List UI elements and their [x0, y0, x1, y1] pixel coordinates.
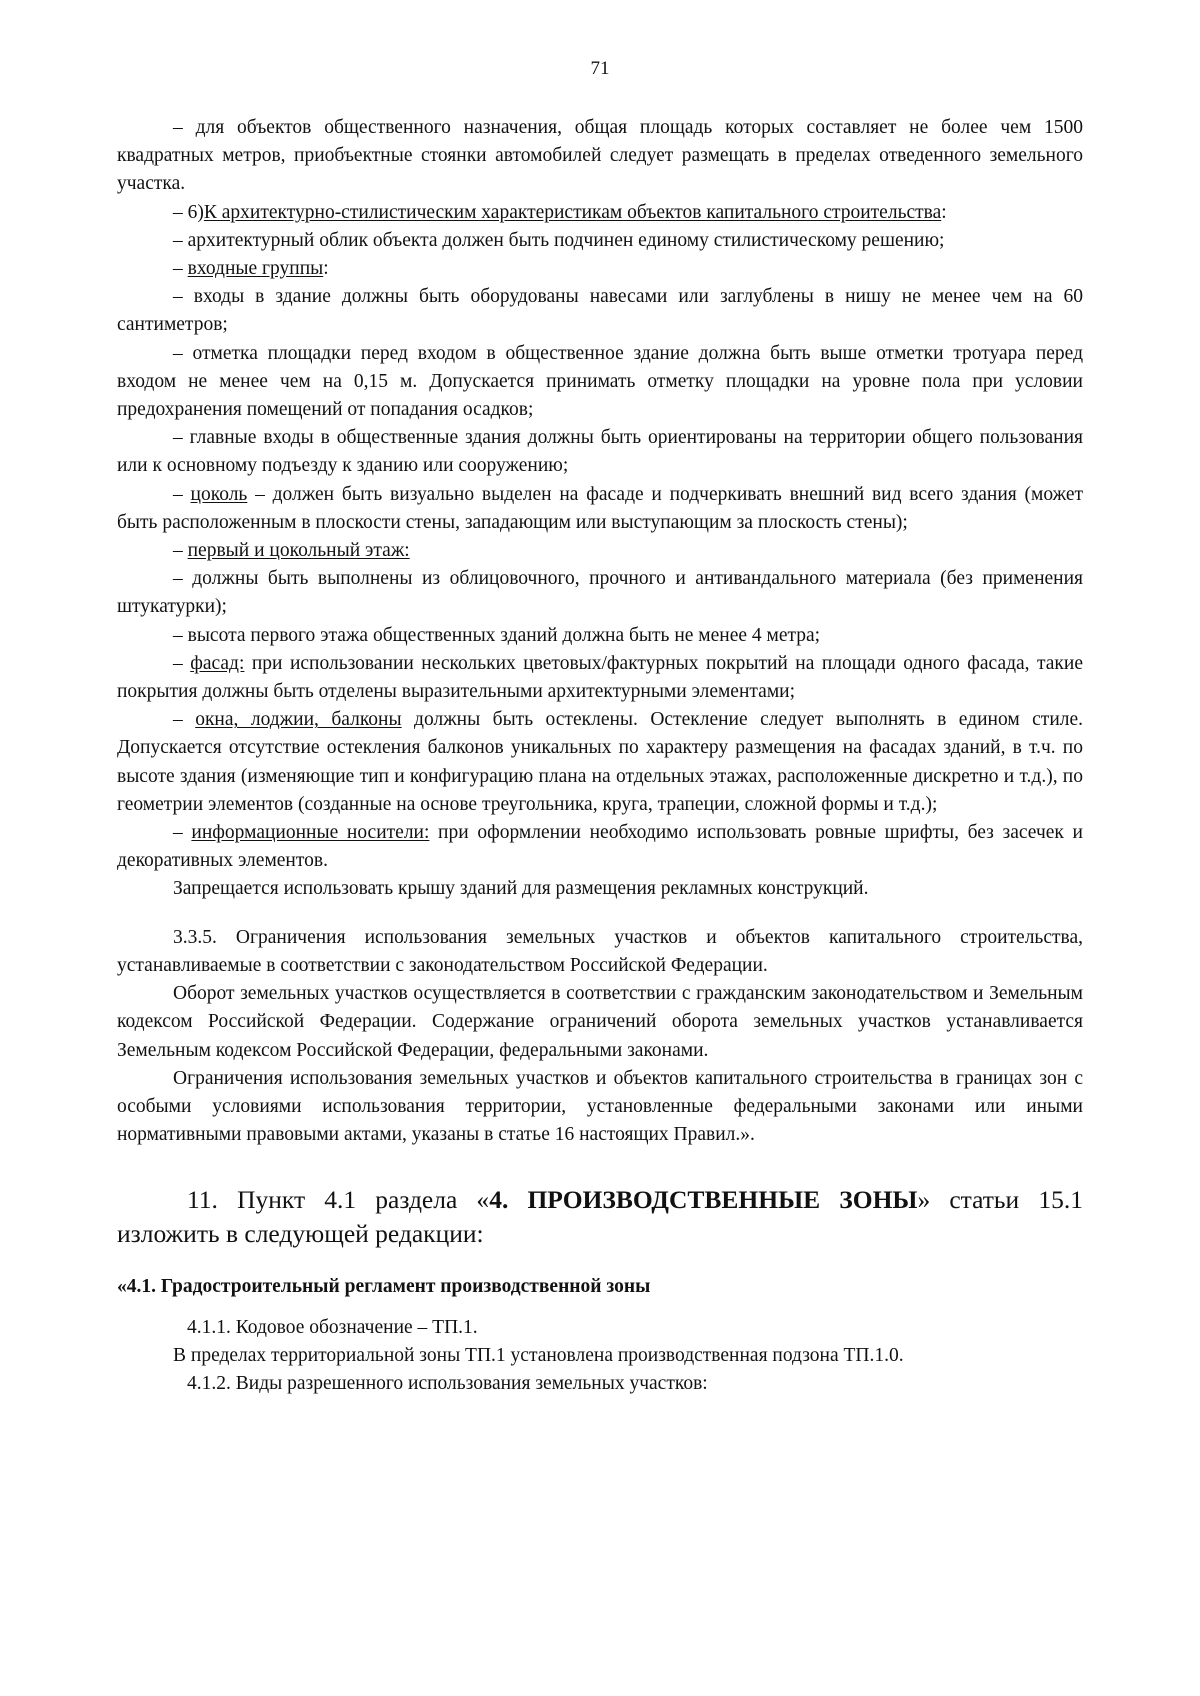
text-run: –	[173, 483, 191, 505]
text-run: –	[173, 709, 196, 731]
paragraph: 4.1.1. Кодовое обозначение – ТП.1.	[187, 1316, 478, 1338]
underlined-text: информационные носители:	[191, 822, 430, 844]
text-run: – должен быть визуально выделен на фасаде и подчеркивать внешний вид всего здания (может быть расположенным в плоскости стены, западающим или выступающим за плоскость стены);	[117, 483, 1083, 533]
paragraph: – высота первого этажа общественных зданий должна быть не менее 4 метра;	[173, 624, 821, 646]
paragraph	[117, 650, 1083, 706]
text-run: :	[941, 201, 947, 223]
paragraph	[117, 537, 1083, 565]
paragraph: – должны быть выполнены из облицовочного, прочного и антивандального материала (без применения штукатурки);	[117, 568, 1083, 618]
underlined-text: К архитектурно-стилистическим характеристикам объектов капитального строительства	[203, 201, 942, 223]
text-run: –	[173, 652, 191, 674]
paragraph	[117, 481, 1083, 537]
text-run: –	[173, 258, 188, 280]
paragraph	[117, 706, 1083, 819]
text-run: – 6)	[173, 201, 204, 223]
section-heading: «4.1. Градостроительный регламент производственной зоны	[117, 1276, 651, 1298]
paragraph	[117, 255, 1083, 283]
paragraph: В пределах территориальной зоны ТП.1 установлена производственная подзона ТП.1.0.	[173, 1344, 904, 1366]
bold-text: 4. ПРОИЗВОДСТВЕННЫЕ ЗОНЫ	[489, 1185, 918, 1215]
amendment-paragraph	[117, 1183, 1083, 1251]
underlined-text: окна, лоджии, балконы	[195, 709, 402, 731]
underlined-text: цоколь	[190, 483, 248, 505]
paragraph: Запрещается использовать крышу зданий для размещения рекламных конструкций.	[173, 878, 869, 900]
page-number: 71	[590, 58, 610, 79]
underlined-text: фасад:	[190, 652, 245, 674]
document-body	[117, 114, 1083, 1398]
paragraph: 4.1.2. Виды разрешенного использования земельных участков:	[187, 1372, 708, 1394]
text-run: должны быть остеклены. Остекление следует выполнять в едином стиле. Допускается отсутствие остекления балконов уникальных по характеру размещения на фасадах зданий, в т.ч. по высоте здания (изменяющие тип и конфигурацию плана на отдельных этажах, расположенные дискретно и т.д.), по геометрии элементов (созданные на основе треугольника, круга, трапеции, сложной формы и т.д.);	[117, 709, 1084, 815]
paragraph: – для объектов общественного назначения, общая площадь которых составляет не более чем 1500 квадратных метров, приобъектные стоянки автомобилей следует размещать в пределах отведенного земельного участка.	[117, 117, 1083, 195]
text-run: 11. Пункт 4.1 раздела «	[187, 1185, 490, 1215]
paragraph: 3.3.5. Ограничения использования земельных участков и объектов капитального строительства, устанавливаемые в соответствии с законодательством Российской Федерации.	[117, 926, 1083, 976]
underlined-text: первый и цокольный этаж:	[187, 540, 410, 562]
text-run: –	[173, 822, 192, 844]
underlined-text: входные группы	[187, 258, 324, 280]
text-run: :	[323, 258, 329, 280]
paragraph: Оборот земельных участков осуществляется в соответствии с гражданским законодательством и Земельным кодексом Российской Федерации. Содержание ограничений оборота земельных участков устанавливается Земельным кодексом Российской Федерации, федеральными законами.	[117, 983, 1083, 1061]
paragraph	[117, 819, 1083, 875]
paragraph: – отметка площадки перед входом в общественное здание должна быть выше отметки тротуара перед входом не менее чем на 0,15 м. Допускается принимать отметку площадки на уровне пола при условии предохранения помещений от попадания осадков;	[117, 342, 1083, 421]
paragraph: – входы в здание должны быть оборудованы навесами или заглублены в нишу не менее чем на 60 сантиметров;	[117, 286, 1083, 336]
paragraph: – главные входы в общественные здания должны быть ориентированы на территории общего пользования или к основному подъезду к зданию или сооружению;	[117, 427, 1083, 477]
text-run: » статьи 15.1 изложить в следующей редакции:	[117, 1185, 1083, 1249]
paragraph: – архитектурный облик объекта должен быть подчинен единому стилистическому решению;	[173, 229, 945, 251]
text-run: при оформлении необходимо использовать ровные шрифты, без засечек и декоративных элементов.	[117, 822, 1083, 872]
paragraph	[117, 199, 1083, 227]
paragraph: Ограничения использования земельных участков и объектов капитального строительства в границах зон с особыми условиями использования территории, установленные федеральными законами или иными нормативными правовыми актами, указаны в статье 16 настоящих Правил.».	[117, 1067, 1083, 1146]
text-run: при использовании нескольких цветовых/фактурных покрытий на площади одного фасада, такие покрытия должны быть отделены выразительными архитектурными элементами;	[117, 652, 1083, 703]
text-run: –	[173, 540, 188, 562]
